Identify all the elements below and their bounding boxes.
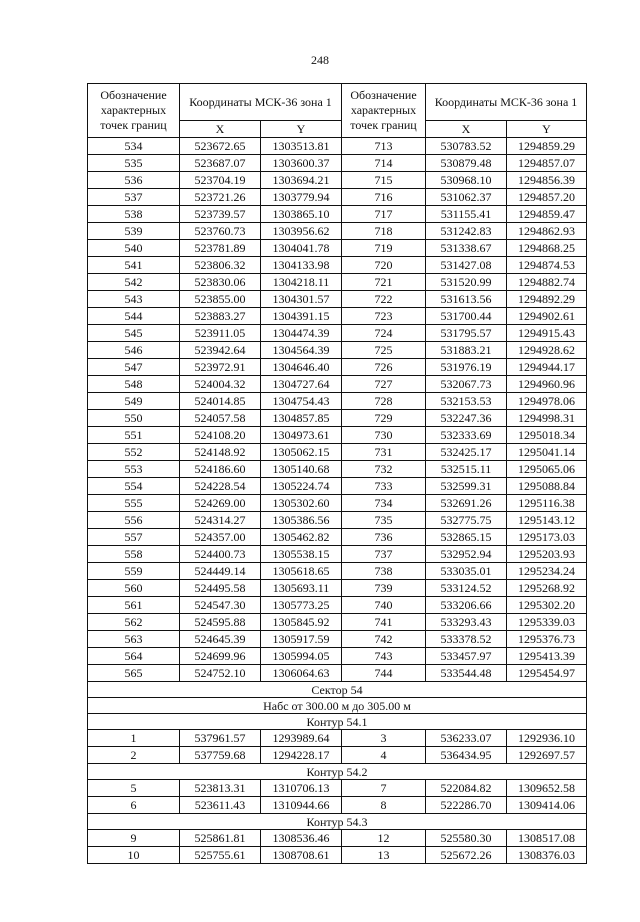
point-id-cell: 552 bbox=[88, 444, 180, 461]
point-id-cell: 3 bbox=[342, 730, 426, 747]
x-coord-cell: 524004.32 bbox=[180, 376, 261, 393]
point-id-cell: 10 bbox=[88, 847, 180, 864]
y-coord-cell: 1305140.68 bbox=[261, 461, 342, 478]
table-row bbox=[88, 631, 587, 648]
sector-range: Набс от 300.00 м до 305.00 м bbox=[88, 698, 587, 714]
point-id-cell: 716 bbox=[342, 189, 426, 206]
y-coord-cell: 1294882.74 bbox=[507, 274, 587, 291]
y-coord-cell: 1292936.10 bbox=[507, 730, 587, 747]
y-coord-cell: 1303694.21 bbox=[261, 172, 342, 189]
y-coord-cell: 1308376.03 bbox=[507, 847, 587, 864]
point-id-cell: 4 bbox=[342, 747, 426, 764]
table-row bbox=[88, 359, 587, 376]
y-coord-cell: 1304301.57 bbox=[261, 291, 342, 308]
header-coords-left: Координаты МСК-36 зона 1 bbox=[180, 84, 342, 121]
x-coord-cell: 530968.10 bbox=[426, 172, 507, 189]
x-coord-cell: 524228.54 bbox=[180, 478, 261, 495]
y-coord-cell: 1294960.96 bbox=[507, 376, 587, 393]
y-coord-cell: 1295376.73 bbox=[507, 631, 587, 648]
point-id-cell: 553 bbox=[88, 461, 180, 478]
table-row bbox=[88, 291, 587, 308]
point-id-cell: 722 bbox=[342, 291, 426, 308]
point-id-cell: 724 bbox=[342, 325, 426, 342]
table-row bbox=[88, 495, 587, 512]
y-coord-cell: 1305845.92 bbox=[261, 614, 342, 631]
x-coord-cell: 530783.52 bbox=[426, 138, 507, 155]
point-id-cell: 544 bbox=[88, 308, 180, 325]
y-coord-cell: 1295339.03 bbox=[507, 614, 587, 631]
y-coord-cell: 1294857.07 bbox=[507, 155, 587, 172]
y-coord-cell: 1294857.20 bbox=[507, 189, 587, 206]
table-row bbox=[88, 512, 587, 529]
point-id-cell: 738 bbox=[342, 563, 426, 580]
x-coord-cell: 523704.19 bbox=[180, 172, 261, 189]
y-coord-cell: 1304474.39 bbox=[261, 325, 342, 342]
y-coord-cell: 1304727.64 bbox=[261, 376, 342, 393]
point-id-cell: 729 bbox=[342, 410, 426, 427]
contour-header-row bbox=[88, 764, 587, 780]
point-id-cell: 735 bbox=[342, 512, 426, 529]
table-row bbox=[88, 614, 587, 631]
y-coord-cell: 1295302.20 bbox=[507, 597, 587, 614]
header-y-right: Y bbox=[507, 121, 587, 138]
x-coord-cell: 533457.97 bbox=[426, 648, 507, 665]
point-id-cell: 555 bbox=[88, 495, 180, 512]
x-coord-cell: 532691.26 bbox=[426, 495, 507, 512]
y-coord-cell: 1295116.38 bbox=[507, 495, 587, 512]
point-id-cell: 741 bbox=[342, 614, 426, 631]
y-coord-cell: 1305062.15 bbox=[261, 444, 342, 461]
point-id-cell: 564 bbox=[88, 648, 180, 665]
table-row bbox=[88, 730, 587, 747]
x-coord-cell: 525580.30 bbox=[426, 830, 507, 847]
point-id-cell: 6 bbox=[88, 797, 180, 814]
table-row bbox=[88, 797, 587, 814]
y-coord-cell: 1304564.39 bbox=[261, 342, 342, 359]
x-coord-cell: 525755.61 bbox=[180, 847, 261, 864]
y-coord-cell: 1294868.25 bbox=[507, 240, 587, 257]
y-coord-cell: 1308536.46 bbox=[261, 830, 342, 847]
y-coord-cell: 1305224.74 bbox=[261, 478, 342, 495]
header-designation-left: Обозначение характерных точек границ bbox=[88, 84, 180, 138]
point-id-cell: 551 bbox=[88, 427, 180, 444]
point-id-cell: 731 bbox=[342, 444, 426, 461]
contour-title: Контур 54.2 bbox=[88, 764, 587, 780]
coordinates-table bbox=[87, 83, 587, 864]
point-id-cell: 717 bbox=[342, 206, 426, 223]
header-y-left: Y bbox=[261, 121, 342, 138]
y-coord-cell: 1294892.29 bbox=[507, 291, 587, 308]
table-row bbox=[88, 206, 587, 223]
y-coord-cell: 1304857.85 bbox=[261, 410, 342, 427]
x-coord-cell: 524057.58 bbox=[180, 410, 261, 427]
x-coord-cell: 531242.83 bbox=[426, 223, 507, 240]
x-coord-cell: 524108.20 bbox=[180, 427, 261, 444]
x-coord-cell: 532425.17 bbox=[426, 444, 507, 461]
x-coord-cell: 536233.07 bbox=[426, 730, 507, 747]
table-row bbox=[88, 376, 587, 393]
y-coord-cell: 1304218.11 bbox=[261, 274, 342, 291]
y-coord-cell: 1304754.43 bbox=[261, 393, 342, 410]
x-coord-cell: 524357.00 bbox=[180, 529, 261, 546]
x-coord-cell: 532952.94 bbox=[426, 546, 507, 563]
x-coord-cell: 523781.89 bbox=[180, 240, 261, 257]
table-row bbox=[88, 444, 587, 461]
point-id-cell: 728 bbox=[342, 393, 426, 410]
y-coord-cell: 1303513.81 bbox=[261, 138, 342, 155]
y-coord-cell: 1306064.63 bbox=[261, 665, 342, 682]
point-id-cell: 554 bbox=[88, 478, 180, 495]
x-coord-cell: 524752.10 bbox=[180, 665, 261, 682]
point-id-cell: 715 bbox=[342, 172, 426, 189]
x-coord-cell: 531883.21 bbox=[426, 342, 507, 359]
x-coord-cell: 523739.57 bbox=[180, 206, 261, 223]
y-coord-cell: 1292697.57 bbox=[507, 747, 587, 764]
table-row bbox=[88, 665, 587, 682]
x-coord-cell: 524148.92 bbox=[180, 444, 261, 461]
contour-title: Контур 54.1 bbox=[88, 714, 587, 730]
point-id-cell: 723 bbox=[342, 308, 426, 325]
x-coord-cell: 537759.68 bbox=[180, 747, 261, 764]
x-coord-cell: 532247.36 bbox=[426, 410, 507, 427]
point-id-cell: 550 bbox=[88, 410, 180, 427]
point-id-cell: 740 bbox=[342, 597, 426, 614]
x-coord-cell: 523813.31 bbox=[180, 780, 261, 797]
x-coord-cell: 532599.31 bbox=[426, 478, 507, 495]
header-coords-right: Координаты МСК-36 зона 1 bbox=[426, 84, 587, 121]
x-coord-cell: 523855.00 bbox=[180, 291, 261, 308]
y-coord-cell: 1295143.12 bbox=[507, 512, 587, 529]
sector-section bbox=[88, 682, 587, 714]
x-coord-cell: 523830.06 bbox=[180, 274, 261, 291]
point-id-cell: 732 bbox=[342, 461, 426, 478]
table-row bbox=[88, 780, 587, 797]
point-id-cell: 546 bbox=[88, 342, 180, 359]
x-coord-cell: 523972.91 bbox=[180, 359, 261, 376]
table-row bbox=[88, 580, 587, 597]
point-id-cell: 543 bbox=[88, 291, 180, 308]
point-id-cell: 730 bbox=[342, 427, 426, 444]
x-coord-cell: 524699.96 bbox=[180, 648, 261, 665]
x-coord-cell: 530879.48 bbox=[426, 155, 507, 172]
y-coord-cell: 1294998.31 bbox=[507, 410, 587, 427]
y-coord-cell: 1305462.82 bbox=[261, 529, 342, 546]
table-row bbox=[88, 155, 587, 172]
table-row bbox=[88, 189, 587, 206]
point-id-cell: 744 bbox=[342, 665, 426, 682]
x-coord-cell: 533544.48 bbox=[426, 665, 507, 682]
y-coord-cell: 1304133.98 bbox=[261, 257, 342, 274]
point-id-cell: 536 bbox=[88, 172, 180, 189]
point-id-cell: 556 bbox=[88, 512, 180, 529]
point-id-cell: 545 bbox=[88, 325, 180, 342]
table-row bbox=[88, 847, 587, 864]
y-coord-cell: 1310944.66 bbox=[261, 797, 342, 814]
point-id-cell: 2 bbox=[88, 747, 180, 764]
y-coord-cell: 1305618.65 bbox=[261, 563, 342, 580]
x-coord-cell: 533293.43 bbox=[426, 614, 507, 631]
contour-sections bbox=[88, 714, 587, 864]
main-rows bbox=[88, 138, 587, 682]
x-coord-cell: 531795.57 bbox=[426, 325, 507, 342]
x-coord-cell: 531427.08 bbox=[426, 257, 507, 274]
x-coord-cell: 523760.73 bbox=[180, 223, 261, 240]
x-coord-cell: 525861.81 bbox=[180, 830, 261, 847]
table-row bbox=[88, 325, 587, 342]
y-coord-cell: 1295041.14 bbox=[507, 444, 587, 461]
point-id-cell: 743 bbox=[342, 648, 426, 665]
contour-header-row bbox=[88, 714, 587, 730]
y-coord-cell: 1303956.62 bbox=[261, 223, 342, 240]
y-coord-cell: 1294874.53 bbox=[507, 257, 587, 274]
y-coord-cell: 1309414.06 bbox=[507, 797, 587, 814]
point-id-cell: 8 bbox=[342, 797, 426, 814]
x-coord-cell: 524186.60 bbox=[180, 461, 261, 478]
x-coord-cell: 532775.75 bbox=[426, 512, 507, 529]
y-coord-cell: 1305302.60 bbox=[261, 495, 342, 512]
point-id-cell: 558 bbox=[88, 546, 180, 563]
x-coord-cell: 523687.07 bbox=[180, 155, 261, 172]
y-coord-cell: 1295173.03 bbox=[507, 529, 587, 546]
y-coord-cell: 1294978.06 bbox=[507, 393, 587, 410]
table-row bbox=[88, 172, 587, 189]
x-coord-cell: 533206.66 bbox=[426, 597, 507, 614]
header-designation-right: Обозначение характерных точек границ bbox=[342, 84, 426, 138]
x-coord-cell: 524495.58 bbox=[180, 580, 261, 597]
x-coord-cell: 537961.57 bbox=[180, 730, 261, 747]
point-id-cell: 565 bbox=[88, 665, 180, 682]
x-coord-cell: 533035.01 bbox=[426, 563, 507, 580]
x-coord-cell: 532333.69 bbox=[426, 427, 507, 444]
y-coord-cell: 1294915.43 bbox=[507, 325, 587, 342]
x-coord-cell: 524547.30 bbox=[180, 597, 261, 614]
point-id-cell: 534 bbox=[88, 138, 180, 155]
point-id-cell: 714 bbox=[342, 155, 426, 172]
contour-title: Контур 54.3 bbox=[88, 814, 587, 830]
table-row bbox=[88, 427, 587, 444]
page-number: 248 bbox=[311, 53, 329, 67]
y-coord-cell: 1305693.11 bbox=[261, 580, 342, 597]
y-coord-cell: 1295454.97 bbox=[507, 665, 587, 682]
y-coord-cell: 1295234.24 bbox=[507, 563, 587, 580]
table-row bbox=[88, 342, 587, 359]
point-id-cell: 1 bbox=[88, 730, 180, 747]
table-row bbox=[88, 257, 587, 274]
point-id-cell: 713 bbox=[342, 138, 426, 155]
y-coord-cell: 1294928.62 bbox=[507, 342, 587, 359]
y-coord-cell: 1305994.05 bbox=[261, 648, 342, 665]
point-id-cell: 720 bbox=[342, 257, 426, 274]
y-coord-cell: 1294856.39 bbox=[507, 172, 587, 189]
point-id-cell: 5 bbox=[88, 780, 180, 797]
sector-title: Сектор 54 bbox=[88, 682, 587, 698]
x-coord-cell: 531155.41 bbox=[426, 206, 507, 223]
y-coord-cell: 1308517.08 bbox=[507, 830, 587, 847]
point-id-cell: 725 bbox=[342, 342, 426, 359]
point-id-cell: 7 bbox=[342, 780, 426, 797]
point-id-cell: 739 bbox=[342, 580, 426, 597]
y-coord-cell: 1305917.59 bbox=[261, 631, 342, 648]
x-coord-cell: 524269.00 bbox=[180, 495, 261, 512]
point-id-cell: 549 bbox=[88, 393, 180, 410]
table-row bbox=[88, 138, 587, 155]
table-row bbox=[88, 563, 587, 580]
x-coord-cell: 524595.88 bbox=[180, 614, 261, 631]
point-id-cell: 12 bbox=[342, 830, 426, 847]
point-id-cell: 718 bbox=[342, 223, 426, 240]
x-coord-cell: 531700.44 bbox=[426, 308, 507, 325]
y-coord-cell: 1308708.61 bbox=[261, 847, 342, 864]
x-coord-cell: 524645.39 bbox=[180, 631, 261, 648]
y-coord-cell: 1294862.93 bbox=[507, 223, 587, 240]
point-id-cell: 559 bbox=[88, 563, 180, 580]
x-coord-cell: 531338.67 bbox=[426, 240, 507, 257]
header-x-left: X bbox=[180, 121, 261, 138]
point-id-cell: 727 bbox=[342, 376, 426, 393]
x-coord-cell: 531976.19 bbox=[426, 359, 507, 376]
table-row bbox=[88, 461, 587, 478]
table-row bbox=[88, 240, 587, 257]
y-coord-cell: 1304646.40 bbox=[261, 359, 342, 376]
table-row bbox=[88, 597, 587, 614]
point-id-cell: 541 bbox=[88, 257, 180, 274]
point-id-cell: 560 bbox=[88, 580, 180, 597]
x-coord-cell: 524400.73 bbox=[180, 546, 261, 563]
x-coord-cell: 523806.32 bbox=[180, 257, 261, 274]
y-coord-cell: 1304973.61 bbox=[261, 427, 342, 444]
table-row bbox=[88, 308, 587, 325]
table-row bbox=[88, 274, 587, 291]
y-coord-cell: 1294944.17 bbox=[507, 359, 587, 376]
x-coord-cell: 523942.64 bbox=[180, 342, 261, 359]
point-id-cell: 542 bbox=[88, 274, 180, 291]
point-id-cell: 733 bbox=[342, 478, 426, 495]
y-coord-cell: 1305386.56 bbox=[261, 512, 342, 529]
x-coord-cell: 536434.95 bbox=[426, 747, 507, 764]
point-id-cell: 719 bbox=[342, 240, 426, 257]
contour-header-row bbox=[88, 814, 587, 830]
y-coord-cell: 1310706.13 bbox=[261, 780, 342, 797]
header-x-right: X bbox=[426, 121, 507, 138]
y-coord-cell: 1305773.25 bbox=[261, 597, 342, 614]
x-coord-cell: 523611.43 bbox=[180, 797, 261, 814]
y-coord-cell: 1304391.15 bbox=[261, 308, 342, 325]
y-coord-cell: 1309652.58 bbox=[507, 780, 587, 797]
y-coord-cell: 1295065.06 bbox=[507, 461, 587, 478]
point-id-cell: 742 bbox=[342, 631, 426, 648]
table-row bbox=[88, 478, 587, 495]
y-coord-cell: 1294228.17 bbox=[261, 747, 342, 764]
y-coord-cell: 1294859.47 bbox=[507, 206, 587, 223]
x-coord-cell: 523883.27 bbox=[180, 308, 261, 325]
point-id-cell: 9 bbox=[88, 830, 180, 847]
point-id-cell: 561 bbox=[88, 597, 180, 614]
point-id-cell: 721 bbox=[342, 274, 426, 291]
point-id-cell: 734 bbox=[342, 495, 426, 512]
point-id-cell: 557 bbox=[88, 529, 180, 546]
point-id-cell: 737 bbox=[342, 546, 426, 563]
point-id-cell: 13 bbox=[342, 847, 426, 864]
table-row bbox=[88, 393, 587, 410]
x-coord-cell: 525672.26 bbox=[426, 847, 507, 864]
x-coord-cell: 533124.52 bbox=[426, 580, 507, 597]
x-coord-cell: 522286.70 bbox=[426, 797, 507, 814]
table-row bbox=[88, 410, 587, 427]
table-row bbox=[88, 747, 587, 764]
x-coord-cell: 523721.26 bbox=[180, 189, 261, 206]
x-coord-cell: 533378.52 bbox=[426, 631, 507, 648]
x-coord-cell: 531062.37 bbox=[426, 189, 507, 206]
point-id-cell: 537 bbox=[88, 189, 180, 206]
x-coord-cell: 524314.27 bbox=[180, 512, 261, 529]
y-coord-cell: 1295088.84 bbox=[507, 478, 587, 495]
y-coord-cell: 1295203.93 bbox=[507, 546, 587, 563]
point-id-cell: 548 bbox=[88, 376, 180, 393]
point-id-cell: 562 bbox=[88, 614, 180, 631]
x-coord-cell: 524449.14 bbox=[180, 563, 261, 580]
x-coord-cell: 532067.73 bbox=[426, 376, 507, 393]
y-coord-cell: 1294902.61 bbox=[507, 308, 587, 325]
table-row bbox=[88, 223, 587, 240]
table-row bbox=[88, 830, 587, 847]
y-coord-cell: 1294859.29 bbox=[507, 138, 587, 155]
x-coord-cell: 523672.65 bbox=[180, 138, 261, 155]
x-coord-cell: 524014.85 bbox=[180, 393, 261, 410]
y-coord-cell: 1295018.34 bbox=[507, 427, 587, 444]
point-id-cell: 535 bbox=[88, 155, 180, 172]
table-row bbox=[88, 529, 587, 546]
point-id-cell: 563 bbox=[88, 631, 180, 648]
point-id-cell: 736 bbox=[342, 529, 426, 546]
x-coord-cell: 532515.11 bbox=[426, 461, 507, 478]
table-row bbox=[88, 648, 587, 665]
x-coord-cell: 531613.56 bbox=[426, 291, 507, 308]
y-coord-cell: 1305538.15 bbox=[261, 546, 342, 563]
y-coord-cell: 1293989.64 bbox=[261, 730, 342, 747]
y-coord-cell: 1304041.78 bbox=[261, 240, 342, 257]
point-id-cell: 538 bbox=[88, 206, 180, 223]
y-coord-cell: 1295268.92 bbox=[507, 580, 587, 597]
point-id-cell: 539 bbox=[88, 223, 180, 240]
point-id-cell: 726 bbox=[342, 359, 426, 376]
point-id-cell: 547 bbox=[88, 359, 180, 376]
y-coord-cell: 1303600.37 bbox=[261, 155, 342, 172]
x-coord-cell: 531520.99 bbox=[426, 274, 507, 291]
x-coord-cell: 532865.15 bbox=[426, 529, 507, 546]
y-coord-cell: 1303779.94 bbox=[261, 189, 342, 206]
y-coord-cell: 1303865.10 bbox=[261, 206, 342, 223]
y-coord-cell: 1295413.39 bbox=[507, 648, 587, 665]
table-row bbox=[88, 546, 587, 563]
x-coord-cell: 532153.53 bbox=[426, 393, 507, 410]
x-coord-cell: 523911.05 bbox=[180, 325, 261, 342]
point-id-cell: 540 bbox=[88, 240, 180, 257]
x-coord-cell: 522084.82 bbox=[426, 780, 507, 797]
